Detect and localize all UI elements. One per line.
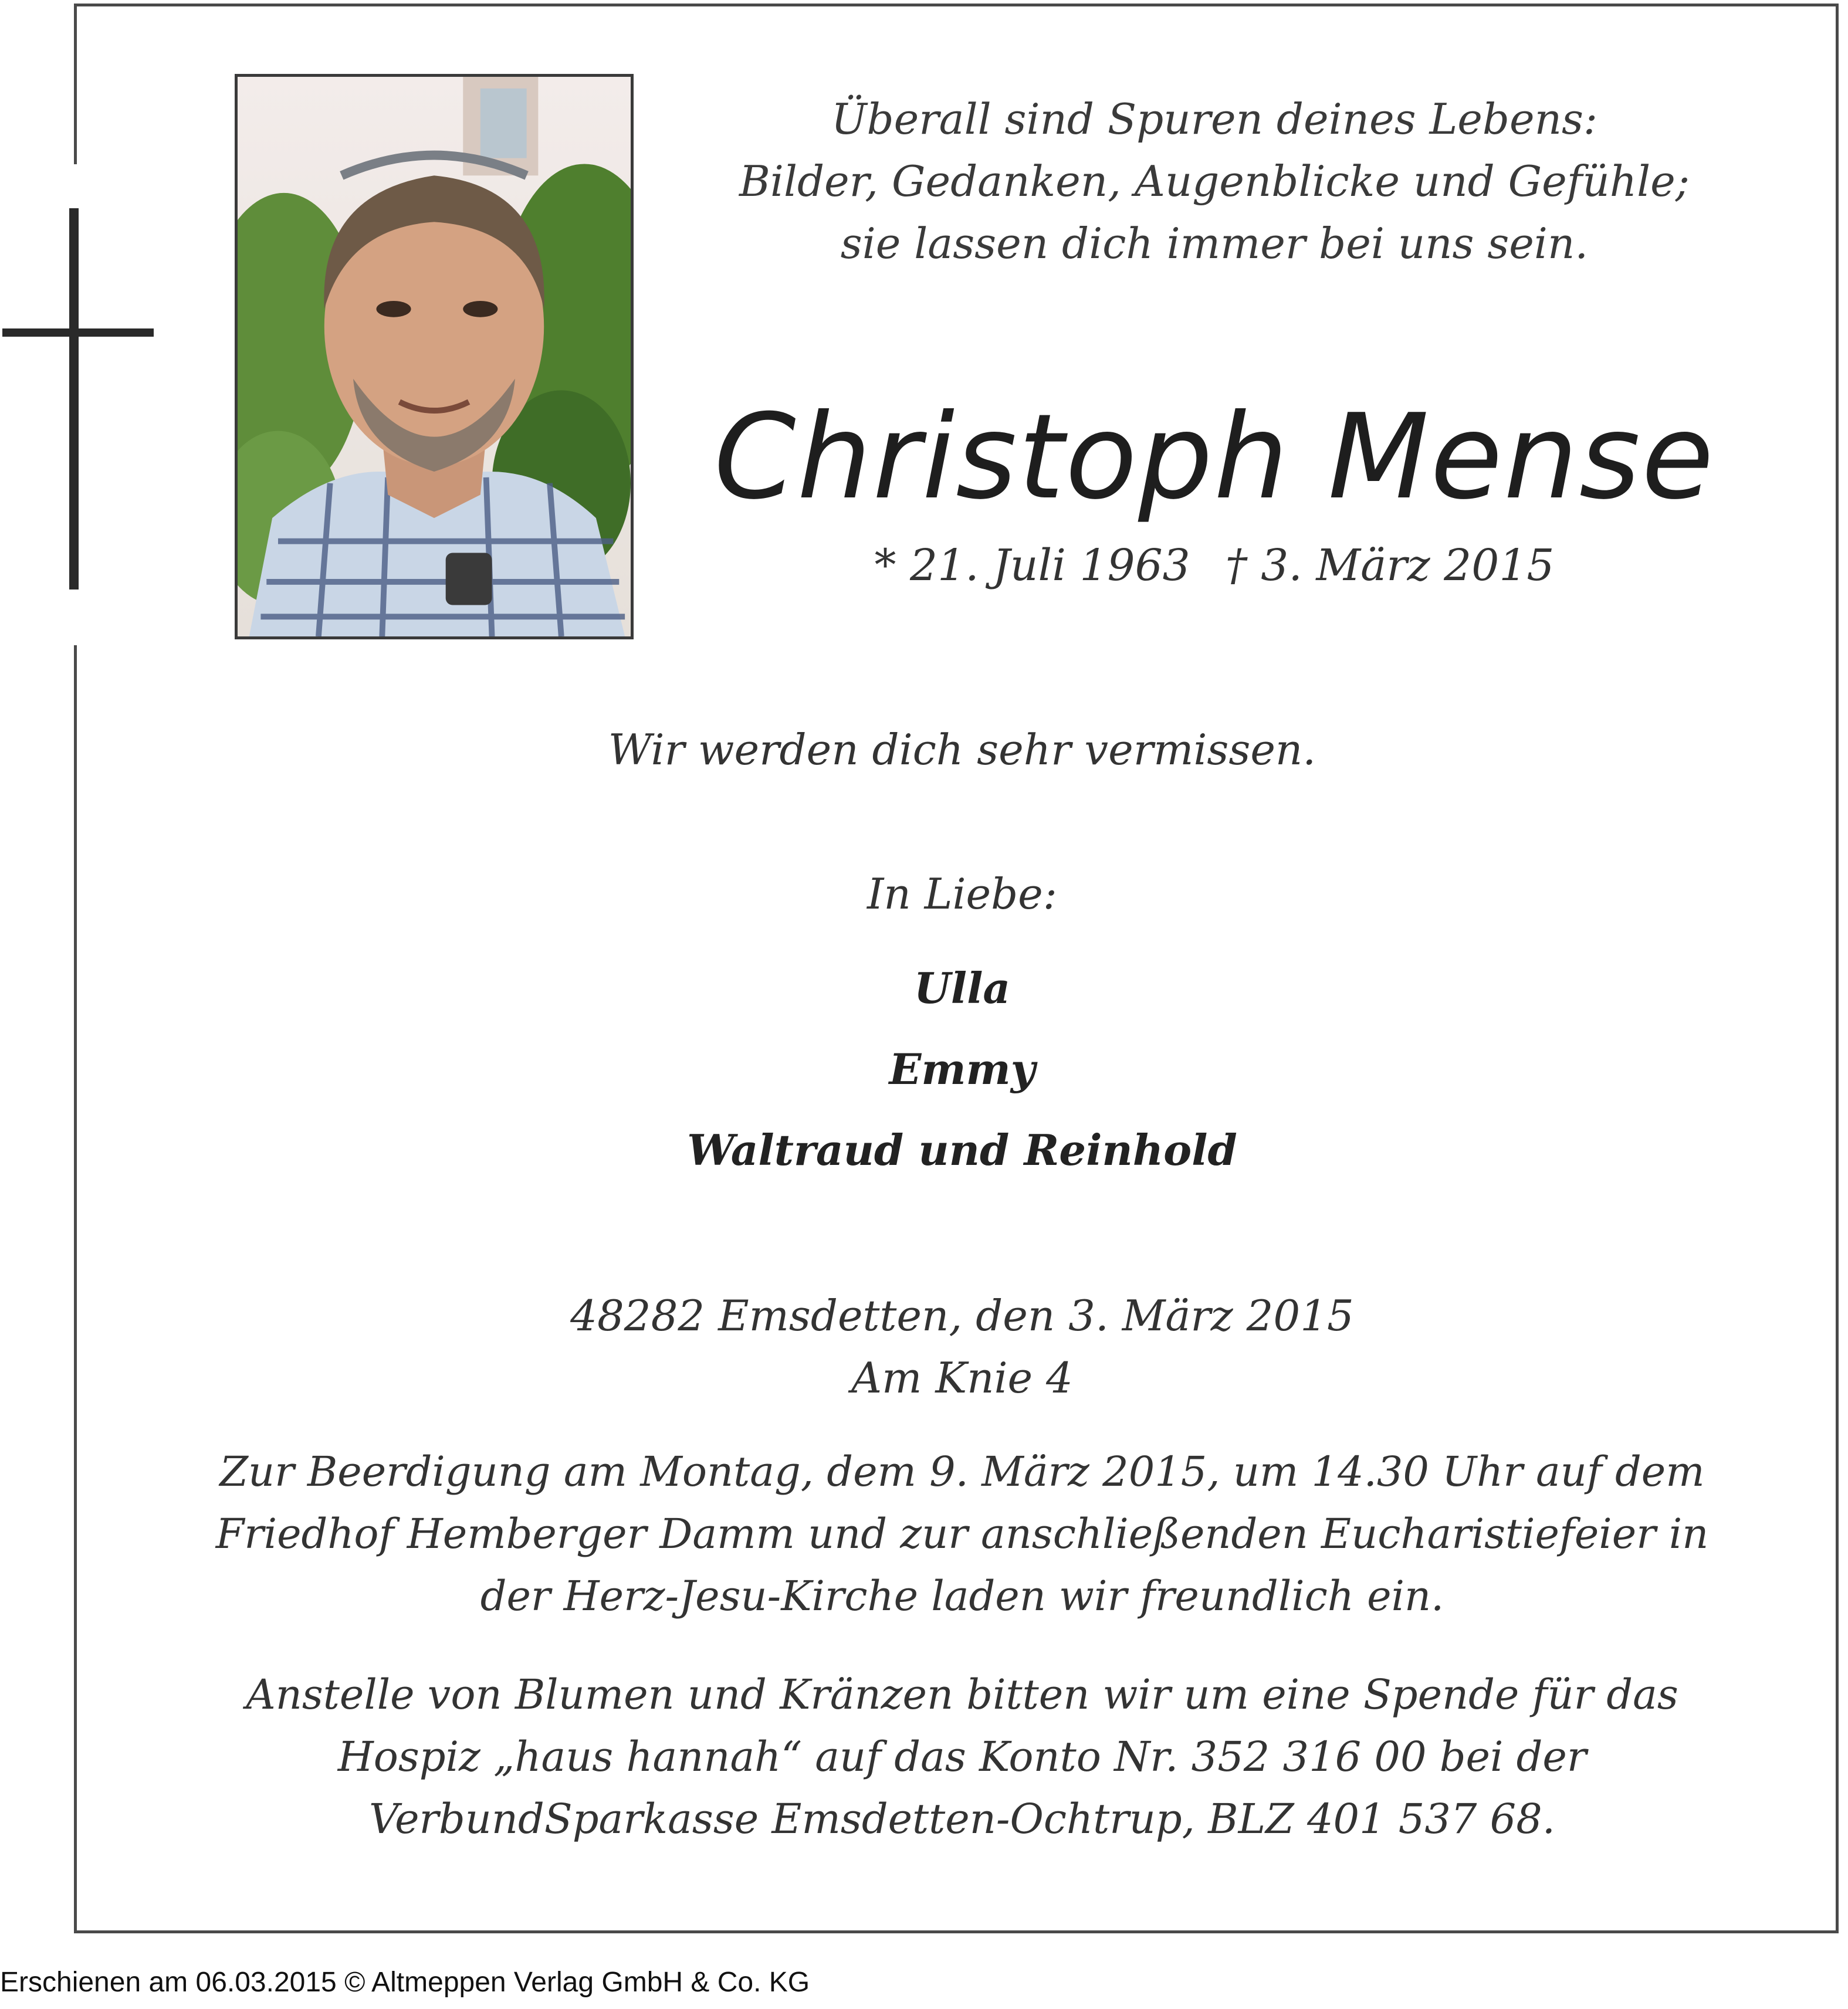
publication-footer: Erschienen am 06.03.2015 © Altmeppen Verlag GmbH & Co. KG (0, 1967, 810, 1998)
deceased-name: Christoph Mense (713, 389, 1715, 526)
funeral-notice (153, 1441, 1772, 1627)
life-dates (692, 537, 1737, 594)
memorial-verse (692, 88, 1737, 275)
donation-line: Anstelle von Blumen und Kränzen bitten wir um eine Spende für das (246, 1671, 1678, 1719)
mourners-intro: In Liebe: (867, 869, 1058, 919)
verse-line: Bilder, Gedanken, Augenblicke und Gefühle; (739, 157, 1690, 206)
farewell-message: Wir werden dich sehr vermissen. (608, 725, 1316, 774)
donation-notice (153, 1664, 1772, 1850)
address-block (411, 1285, 1514, 1409)
verse-line: sie lassen dich immer bei uns sein. (840, 219, 1589, 268)
mourner-name: Waltraud und Reinhold (687, 1125, 1237, 1175)
street-address: Am Knie 4 (851, 1353, 1073, 1402)
place-and-date: 48282 Emsdetten, den 3. März 2015 (570, 1291, 1354, 1340)
portrait-photo (235, 74, 634, 639)
funeral-line: Zur Beerdigung am Montag, dem 9. März 2015, um 14.30 Uhr auf dem (219, 1448, 1705, 1496)
cross-icon (0, 208, 158, 595)
funeral-line: Friedhof Hemberger Damm und zur anschließenden Eucharistiefeier in (215, 1510, 1709, 1558)
donation-line: VerbundSparkasse Emsdetten-Ochtrup, BLZ 401 537 68. (368, 1795, 1555, 1843)
verse-line: Überall sind Spuren deines Lebens: (831, 94, 1598, 144)
donation-line: Hospiz „haus hannah“ auf das Konto Nr. 352 316 00 bei der (337, 1733, 1587, 1781)
mourner-name: Ulla (913, 963, 1011, 1013)
funeral-line: der Herz-Jesu-Kirche laden wir freundlich ein. (480, 1572, 1444, 1620)
mourners-list (411, 948, 1514, 1191)
mourner-name: Emmy (889, 1044, 1035, 1094)
death-date: † 3. März 2015 (1225, 540, 1555, 591)
birth-date: * 21. Juli 1963 (874, 540, 1190, 591)
